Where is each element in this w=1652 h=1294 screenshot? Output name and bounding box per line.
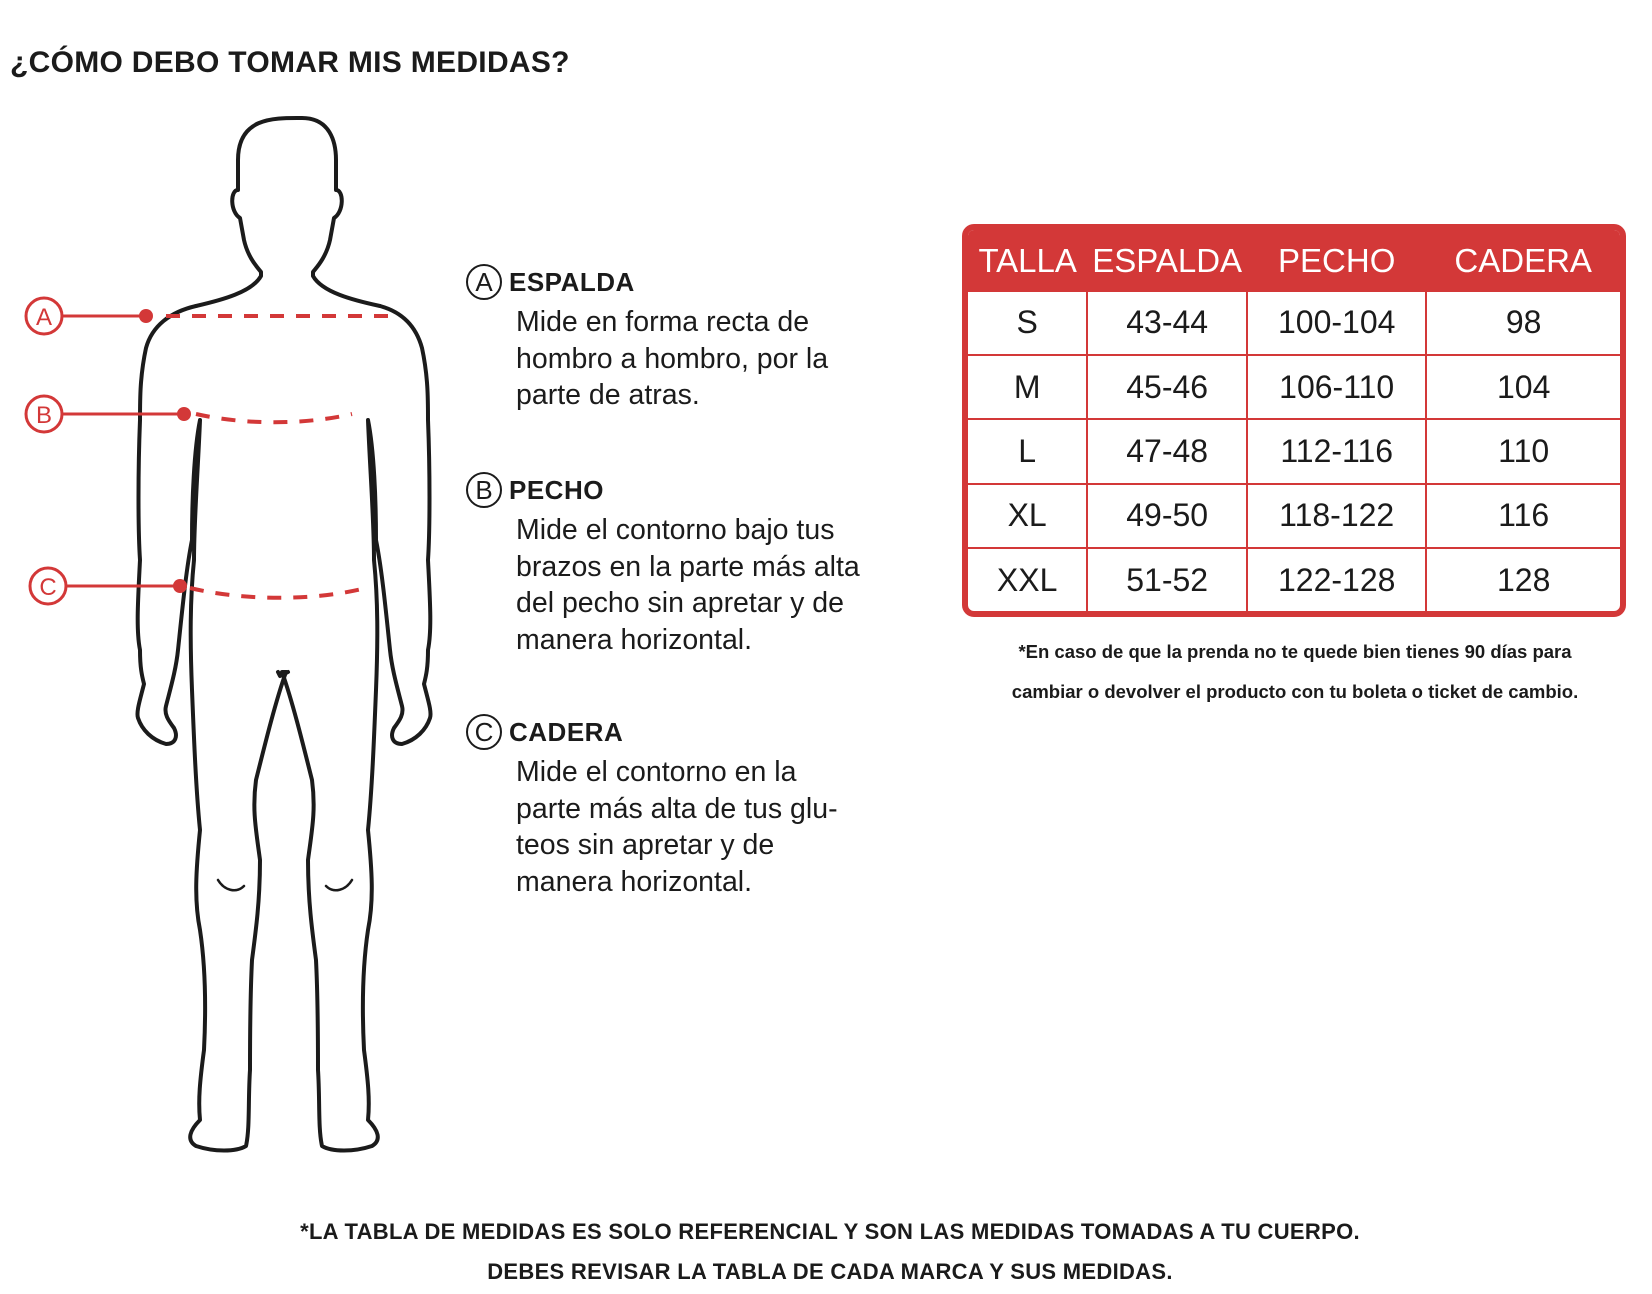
measure-title-espalda: ESPALDA (509, 266, 635, 297)
size-table-container (962, 224, 1626, 617)
measure-badge-b: B (466, 472, 502, 508)
cell-talla: M (968, 355, 1087, 419)
header-espalda: ESPALDA (1087, 230, 1247, 292)
size-table-header-row (968, 230, 1620, 292)
header-cadera: CADERA (1426, 230, 1620, 292)
marker-a-dot (139, 309, 153, 323)
cell-espalda: 45-46 (1087, 355, 1247, 419)
page-title: ¿CÓMO DEBO TOMAR MIS MEDIDAS? (10, 46, 570, 79)
cell-talla: XXL (968, 548, 1087, 611)
measure-title-cadera: CADERA (509, 716, 624, 747)
left-knee (218, 880, 244, 890)
measure-title-pecho: PECHO (509, 474, 604, 505)
chest-measure-line (196, 414, 352, 422)
cell-pecho: 100-104 (1247, 292, 1426, 355)
measure-badge-a: A (466, 264, 502, 300)
cell-pecho: 112-116 (1247, 419, 1426, 483)
body-outline-right (282, 306, 431, 1151)
cell-cadera: 104 (1426, 355, 1620, 419)
measure-pecho (466, 470, 926, 658)
body-outline-left (137, 306, 286, 1151)
measure-badge-c: C (466, 714, 502, 750)
measure-description-espalda: Mide en forma recta de hombro a hombro, por la parte de atras. (516, 306, 829, 411)
table-row (968, 548, 1620, 611)
measure-espalda (466, 262, 926, 414)
marker-a-label: A (35, 304, 53, 331)
cell-cadera: 110 (1426, 419, 1620, 483)
cell-cadera: 98 (1426, 292, 1620, 355)
exchange-policy-note: *En caso de que la prenda no te quede bien tienes 90 días para cambiar o devolver el producto con tu boleta o ticket de cambio. (1011, 641, 1579, 702)
measure-cadera (466, 712, 926, 900)
cell-pecho: 106-110 (1247, 355, 1426, 419)
cell-talla: L (968, 419, 1087, 483)
marker-b-label: B (35, 402, 53, 429)
table-row (968, 419, 1620, 483)
marker-b-dot (177, 407, 191, 421)
cell-pecho: 118-122 (1247, 484, 1426, 548)
right-knee (326, 880, 352, 890)
cell-talla: S (1016, 304, 1038, 341)
marker-c-label: C (39, 574, 57, 601)
size-table (968, 230, 1620, 611)
cell-talla: XL (968, 484, 1087, 548)
disclaimer-footer: *LA TABLA DE MEDIDAS ES SOLO REFERENCIAL Y SON LAS MEDIDAS TOMADAS A TU CUERPO. DEBES REVISAR LA TABLA DE CADA MARCA Y SUS MEDIDAS. (300, 1219, 1360, 1284)
table-row (968, 355, 1620, 419)
header-talla: TALLA (968, 230, 1087, 292)
marker-c-dot (173, 579, 187, 593)
body-outline-figure (0, 0, 440, 1160)
cell-cadera: 128 (1426, 548, 1620, 611)
cell-espalda: 43-44 (1087, 292, 1247, 355)
table-row (968, 292, 1620, 355)
cell-espalda: 47-48 (1087, 419, 1247, 483)
cell-espalda: 49-50 (1087, 484, 1247, 548)
table-row (968, 484, 1620, 548)
hip-measure-line (190, 588, 366, 598)
cell-cadera: 116 (1426, 484, 1620, 548)
measure-description-pecho: Mide el contorno bajo tus brazos en la parte más alta del pecho sin apretar y de manera horizontal. (516, 514, 860, 656)
head-outline-left (196, 160, 261, 306)
cell-pecho: 122-128 (1247, 548, 1426, 611)
header-pecho: PECHO (1247, 230, 1426, 292)
measure-description-cadera: Mide el contorno en la parte más alta de tus glu- teos sin apretar y de manera horizontal. (516, 756, 838, 898)
cell-espalda: 51-52 (1087, 548, 1247, 611)
